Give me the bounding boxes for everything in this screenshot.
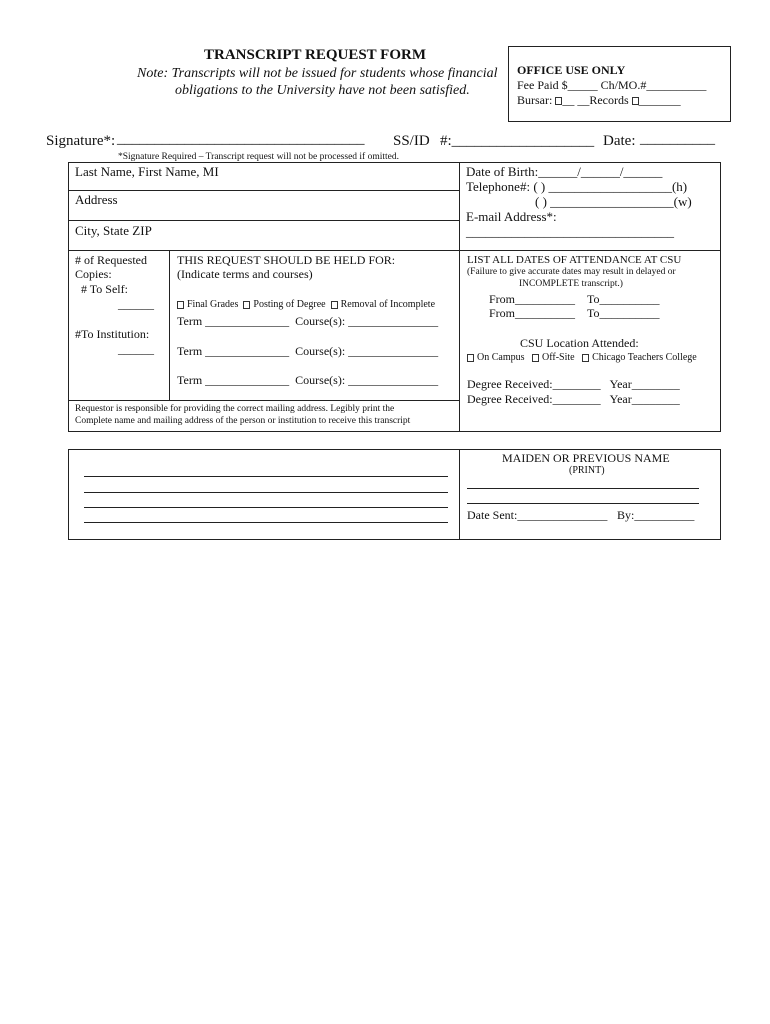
removal-of-incomplete-label: Removal of Incomplete	[340, 299, 436, 310]
note-line-1: Note: Transcripts will not be issued for students whose financial	[137, 66, 498, 81]
final-grades-checkbox[interactable]	[177, 301, 184, 309]
mailing-address-line-1[interactable]	[84, 476, 448, 477]
signature-label: Signature*:	[46, 133, 116, 149]
from-label: From	[489, 306, 516, 320]
location-heading: CSU Location Attended:	[520, 336, 639, 350]
on-campus-label: On Campus	[477, 352, 525, 363]
to-label: To	[587, 306, 600, 320]
attendance-row-2	[489, 306, 660, 321]
term-label: Term	[177, 314, 203, 328]
on-campus-checkbox[interactable]	[467, 354, 474, 362]
bursar-row	[517, 93, 681, 108]
to-self-field[interactable]: ______	[118, 297, 154, 311]
degree-received-label: Degree Received:	[467, 377, 553, 391]
from-field[interactable]: __________	[515, 306, 576, 320]
final-grades-label: Final Grades	[187, 299, 239, 310]
posting-of-degree-checkbox[interactable]	[243, 301, 250, 309]
year-field[interactable]: ________	[631, 392, 680, 406]
mailing-address-line-3[interactable]	[84, 507, 448, 508]
telephone-work-field[interactable]: ( ) ___________________(w)	[535, 194, 692, 209]
mailing-note-line-2: Complete name and mailing address of the person or institution to receive this transcript	[75, 416, 411, 426]
mailing-address-line-2[interactable]	[84, 492, 448, 493]
office-use-box	[508, 46, 731, 122]
year-label: Year	[609, 377, 632, 391]
term-row-2	[177, 344, 438, 359]
email-label: E-mail Address*:	[466, 209, 557, 224]
to-institution-label: #To Institution:	[75, 327, 150, 341]
maiden-name-subheading: (PRINT)	[569, 465, 605, 476]
records-label: Records	[589, 93, 629, 107]
ssid-label: SS/ID	[393, 133, 430, 149]
bursar-label: Bursar:	[517, 93, 553, 107]
chicago-teachers-college-checkbox[interactable]	[582, 354, 589, 362]
note-line-2: obligations to the University have not been satisfied.	[175, 83, 470, 98]
hold-options-row	[177, 299, 435, 310]
chicago-teachers-college-label: Chicago Teachers College	[592, 352, 697, 363]
from-label: From	[489, 292, 516, 306]
to-institution-field[interactable]: ______	[118, 342, 154, 356]
maiden-name-line-2[interactable]	[467, 503, 699, 504]
to-field[interactable]: __________	[599, 306, 660, 320]
course-field[interactable]: _______________	[348, 344, 439, 358]
year-label: Year	[609, 392, 632, 406]
attendance-warning-1: (Failure to give accurate dates may result in delayed or	[467, 267, 676, 277]
degree-received-field[interactable]: ________	[552, 392, 601, 406]
to-label: To	[587, 292, 600, 306]
telephone-home-field[interactable]: Telephone#: ( ) ___________________(h)	[466, 179, 688, 194]
sent-by-field[interactable]: By:__________	[617, 508, 695, 522]
requested-copies-label-2: Copies:	[75, 267, 112, 281]
office-use-heading: OFFICE USE ONLY	[517, 63, 626, 77]
name-field[interactable]: Last Name, First Name, MI	[75, 164, 219, 179]
from-field[interactable]: __________	[515, 292, 576, 306]
off-site-label: Off-Site	[542, 352, 575, 363]
records-checkbox[interactable]	[632, 97, 639, 105]
course-label: Course(s):	[295, 373, 346, 387]
city-state-zip-field[interactable]: City, State ZIP	[75, 223, 152, 238]
attendance-heading: LIST ALL DATES OF ATTENDANCE AT CSU	[467, 254, 682, 266]
degree-row-1	[467, 377, 680, 392]
term-field[interactable]: ______________	[205, 314, 290, 328]
degree-received-label: Degree Received:	[467, 392, 553, 406]
email-field[interactable]: ________________________________	[466, 224, 674, 239]
degree-row-2	[467, 392, 680, 407]
ssid-field[interactable]: #:___________________	[440, 133, 595, 149]
signature-field[interactable]: _________________________________	[117, 131, 365, 147]
term-label: Term	[177, 344, 203, 358]
date-label: Date:	[603, 133, 636, 149]
course-label: Course(s):	[295, 314, 346, 328]
fee-paid-field[interactable]: Fee Paid $_____ Ch/MO.#__________	[517, 78, 707, 92]
term-field[interactable]: ______________	[205, 373, 290, 387]
term-label: Term	[177, 373, 203, 387]
term-row-3	[177, 373, 438, 388]
mailing-address-line-4[interactable]	[84, 522, 448, 523]
date-of-birth-field[interactable]: Date of Birth:______/______/______	[466, 164, 663, 179]
mailing-note-line-1: Requestor is responsible for providing the correct mailing address. Legibly print the	[75, 404, 395, 414]
posting-of-degree-label: Posting of Degree	[253, 299, 326, 310]
date-field[interactable]: __________	[640, 131, 715, 147]
maiden-name-line-1[interactable]	[467, 488, 699, 489]
term-field[interactable]: ______________	[205, 344, 290, 358]
course-field[interactable]: _______________	[348, 314, 439, 328]
course-field[interactable]: _______________	[348, 373, 439, 387]
course-label: Course(s):	[295, 344, 346, 358]
bursar-blank[interactable]: __ __	[562, 93, 590, 107]
attendance-row-1	[489, 292, 660, 307]
to-self-label: # To Self:	[81, 282, 128, 296]
attendance-warning-2: INCOMPLETE transcript.)	[519, 279, 623, 289]
to-field[interactable]: __________	[599, 292, 660, 306]
location-options-row	[467, 352, 697, 363]
date-sent-field[interactable]: Date Sent:_______________	[467, 508, 608, 522]
signature-required-note: *Signature Required – Transcript request will not be processed if omitted.	[118, 152, 399, 162]
degree-received-field[interactable]: ________	[552, 377, 601, 391]
year-field[interactable]: ________	[631, 377, 680, 391]
address-field[interactable]: Address	[75, 192, 118, 207]
records-blank[interactable]: _______	[638, 93, 681, 107]
hold-request-heading: THIS REQUEST SHOULD BE HELD FOR:	[177, 253, 396, 267]
term-row-1	[177, 314, 438, 329]
requested-copies-label-1: # of Requested	[75, 253, 147, 267]
removal-of-incomplete-checkbox[interactable]	[331, 301, 338, 309]
maiden-name-heading: MAIDEN OR PREVIOUS NAME	[502, 451, 670, 465]
form-title: TRANSCRIPT REQUEST FORM	[204, 47, 426, 63]
hold-request-subheading: (Indicate terms and courses)	[177, 267, 313, 281]
off-site-checkbox[interactable]	[532, 354, 539, 362]
